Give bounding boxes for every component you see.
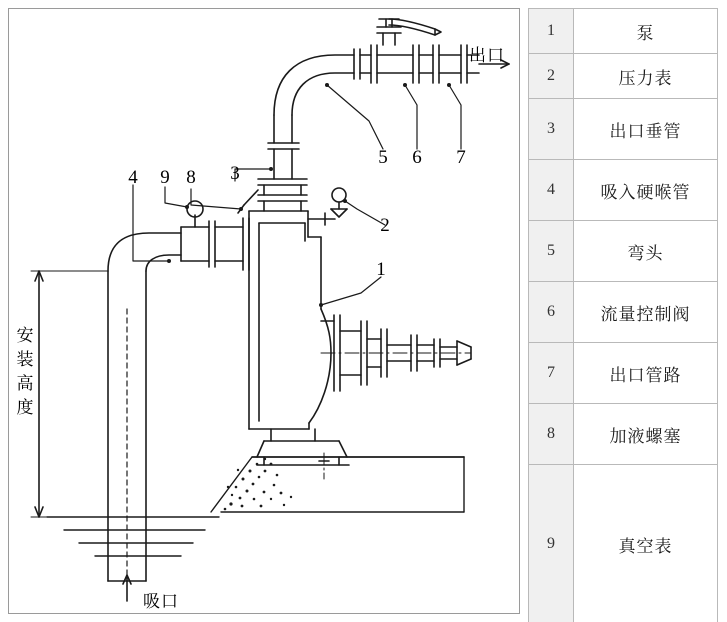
table-row bbox=[529, 160, 718, 221]
legend-label: 吸入硬喉管 bbox=[574, 160, 718, 221]
inlet-arrow bbox=[123, 575, 131, 601]
callout-7: 7 bbox=[456, 147, 466, 168]
water-surface bbox=[47, 517, 219, 556]
legend-number: 1 bbox=[529, 9, 574, 54]
outlet-label: 出口 bbox=[469, 46, 505, 65]
pump-outlet-flange bbox=[258, 179, 307, 211]
table-row bbox=[529, 54, 718, 99]
leader-dots bbox=[167, 83, 451, 307]
legend-label: 弯头 bbox=[574, 221, 718, 282]
callout-3: 3 bbox=[230, 163, 240, 184]
install-height-char-3: 高 bbox=[16, 374, 34, 393]
callout-6: 6 bbox=[412, 147, 422, 168]
callout-9: 9 bbox=[160, 167, 170, 188]
table-row bbox=[529, 343, 718, 404]
callout-5: 5 bbox=[378, 147, 388, 168]
table-row bbox=[529, 221, 718, 282]
pump-body bbox=[249, 211, 331, 429]
callout-1: 1 bbox=[376, 259, 386, 280]
table-row bbox=[529, 465, 718, 622]
pressure-gauge-valve bbox=[308, 188, 347, 225]
install-height-dimension bbox=[31, 271, 108, 517]
legend-number: 6 bbox=[529, 282, 574, 343]
legend-label: 加液螺塞 bbox=[574, 404, 718, 465]
suction-elbow bbox=[108, 233, 181, 271]
table-row bbox=[529, 282, 718, 343]
legend-label: 泵 bbox=[574, 9, 718, 54]
outlet-elbow bbox=[274, 55, 354, 115]
inlet-label: 吸口 bbox=[143, 592, 179, 611]
pump-installation-diagram bbox=[8, 8, 520, 614]
motor-assembly bbox=[321, 315, 471, 391]
legend-number: 3 bbox=[529, 99, 574, 160]
legend-number: 7 bbox=[529, 343, 574, 404]
callout-4: 4 bbox=[128, 167, 138, 188]
legend-table bbox=[528, 8, 718, 622]
outlet-pipeline bbox=[354, 45, 479, 83]
legend-label: 压力表 bbox=[574, 54, 718, 99]
legend-label: 流量控制阀 bbox=[574, 282, 718, 343]
legend-number: 9 bbox=[529, 465, 574, 622]
legend-number: 5 bbox=[529, 221, 574, 282]
valve-handle bbox=[377, 19, 441, 45]
base-plate bbox=[252, 429, 464, 479]
legend-label: 出口垂管 bbox=[574, 99, 718, 160]
legend-number: 2 bbox=[529, 54, 574, 99]
legend-number: 4 bbox=[529, 160, 574, 221]
legend-label: 真空表 bbox=[574, 465, 718, 622]
table-row bbox=[529, 9, 718, 54]
table-row bbox=[529, 404, 718, 465]
install-height-char-1: 安 bbox=[16, 326, 34, 345]
callout-2: 2 bbox=[380, 215, 390, 236]
install-height-char-4: 度 bbox=[16, 398, 34, 417]
suction-hard-throat-pipe bbox=[181, 218, 249, 270]
table-row bbox=[529, 99, 718, 160]
legend-label: 出口管路 bbox=[574, 343, 718, 404]
callout-8: 8 bbox=[186, 167, 196, 188]
legend-number: 8 bbox=[529, 404, 574, 465]
diagram-svg bbox=[9, 9, 519, 613]
install-height-char-2: 装 bbox=[16, 350, 34, 369]
